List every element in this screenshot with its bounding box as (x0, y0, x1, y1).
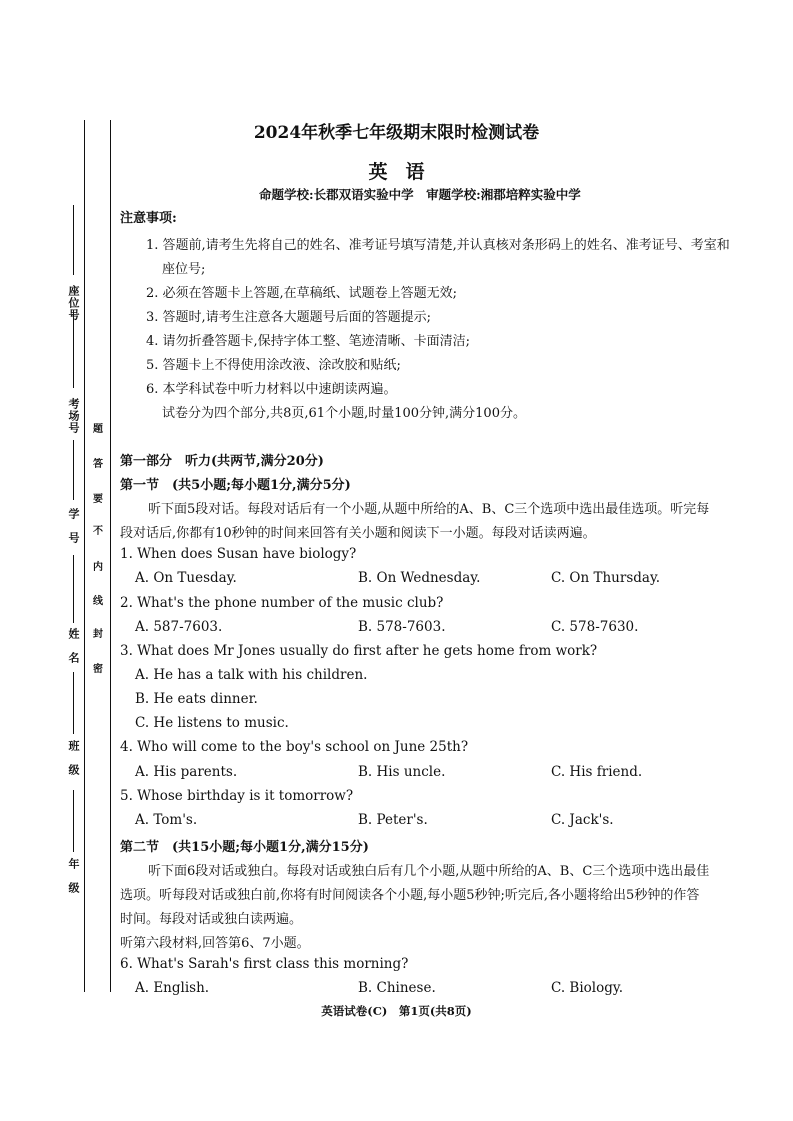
question-stem: 6. What's Sarah's first class this morning? (120, 956, 409, 972)
note-item: 2. 必须在答题卡上答题,在草稿纸、试题卷上答题无效; (146, 286, 458, 301)
seal-word: 密 (93, 664, 103, 675)
grade-label: 年 级 (67, 858, 80, 894)
section2-heading: 第二节 (共15小题;每小题1分,满分15分) (120, 840, 369, 855)
question-stem: 4. Who will come to the boy's school on June 25th? (120, 739, 469, 755)
option-b[interactable]: B. On Wednesday. (358, 570, 481, 586)
margin-line-outer (84, 120, 85, 992)
seal-word: 线 (93, 596, 103, 607)
part1-heading: 第一部分 听力(共两节,满分20分) (120, 454, 324, 469)
student-id-field[interactable] (73, 440, 74, 500)
section1-instructions: 听下面5段对话。每段对话后有一个小题,从题中所给的A、B、C三个选项中选出最佳选项。听完每 (148, 502, 710, 517)
seal-word: 要 (93, 494, 103, 505)
option-a[interactable]: A. His parents. (135, 764, 238, 780)
notes-heading: 注意事项: (120, 211, 177, 226)
class-label: 班 级 (67, 740, 80, 776)
option-a[interactable]: A. Tom's. (135, 812, 198, 828)
section2-instructions: 选项。听每段对话或独白前,你将有时间阅读各个小题,每小题5秒钟;听完后,各小题将给出5秒钟的作答 (120, 888, 700, 903)
seat-field[interactable] (73, 205, 74, 275)
note-item: 3. 答题时,请考生注意各大题题号后面的答题提示; (146, 310, 432, 325)
name-field[interactable] (73, 555, 74, 623)
option-c[interactable]: C. He listens to music. (135, 715, 289, 731)
grade-field[interactable] (73, 790, 74, 852)
seal-word: 内 (93, 562, 103, 573)
margin-line-inner (110, 120, 111, 992)
section1-instructions: 段对话后,你都有10秒钟的时间来回答有关小题和阅读下一小题。每段对话读两遍。 (120, 526, 596, 541)
exam-title: 2024年秋季七年级期末限时检测试卷 (253, 123, 540, 143)
question-stem: 3. What does Mr Jones usually do first after he gets home from work? (120, 643, 598, 659)
section1-heading: 第一节 (共5小题;每小题1分,满分5分) (120, 478, 351, 493)
note-item: 4. 请勿折叠答题卡,保持字体工整、笔迹清晰、卡面清洁; (146, 334, 471, 349)
exam-room-field[interactable] (73, 310, 74, 388)
material-note: 听第六段材料,回答第6、7小题。 (120, 936, 310, 951)
option-c[interactable]: C. 578-7630. (551, 619, 639, 635)
school-info: 命题学校:长郡双语实验中学 审题学校:湘郡培粹实验中学 (259, 187, 581, 202)
note-item: 座位号; (162, 262, 206, 277)
question-stem: 5. Whose birthday is it tomorrow? (120, 788, 354, 804)
notes-summary: 试卷分为四个部分,共8页,61个小题,时量100分钟,满分100分。 (162, 406, 526, 421)
option-b[interactable]: B. His uncle. (358, 764, 446, 780)
option-c[interactable]: C. Biology. (551, 980, 624, 996)
option-a[interactable]: A. English. (135, 980, 210, 996)
option-b[interactable]: B. He eats dinner. (135, 691, 258, 707)
section2-instructions: 时间。每段对话或独白读两遍。 (120, 912, 303, 927)
class-field[interactable] (73, 672, 74, 734)
subject-title: 英语 (368, 161, 443, 183)
student-id-label: 学 号 (67, 508, 80, 544)
seal-word: 答 (93, 459, 103, 470)
seal-word: 封 (93, 629, 103, 640)
option-a[interactable]: A. On Tuesday. (135, 570, 237, 586)
option-b[interactable]: B. Chinese. (358, 980, 436, 996)
option-a[interactable]: A. He has a talk with his children. (135, 667, 368, 683)
seal-word: 不 (93, 526, 103, 537)
seal-word: 题 (93, 424, 103, 435)
section2-instructions: 听下面6段对话或独白。每段对话或独白后有几个小题,从题中所给的A、B、C三个选项中选出最佳 (148, 864, 710, 879)
name-label: 姓 名 (67, 628, 80, 664)
note-item: 6. 本学科试卷中听力材料以中速朗读两遍。 (146, 382, 397, 397)
option-c[interactable]: C. Jack's. (551, 812, 614, 828)
option-c[interactable]: C. On Thursday. (551, 570, 661, 586)
note-item: 5. 答题卡上不得使用涂改液、涂改胶和贴纸; (146, 358, 401, 373)
note-item: 1. 答题前,请考生先将自己的姓名、准考证号填写清楚,并认真核对条形码上的姓名、准考证号、考室和 (146, 238, 730, 253)
option-a[interactable]: A. 587-7603. (135, 619, 223, 635)
option-c[interactable]: C. His friend. (551, 764, 643, 780)
seat-label: 座位号 (67, 285, 80, 321)
option-b[interactable]: B. Peter's. (358, 812, 428, 828)
exam-room-label: 考场号 (67, 398, 80, 434)
option-b[interactable]: B. 578-7603. (358, 619, 446, 635)
question-stem: 1. When does Susan have biology? (120, 546, 357, 562)
page-footer: 英语试卷(C) 第1页(共8页) (321, 1004, 472, 1018)
question-stem: 2. What's the phone number of the music club? (120, 595, 444, 611)
